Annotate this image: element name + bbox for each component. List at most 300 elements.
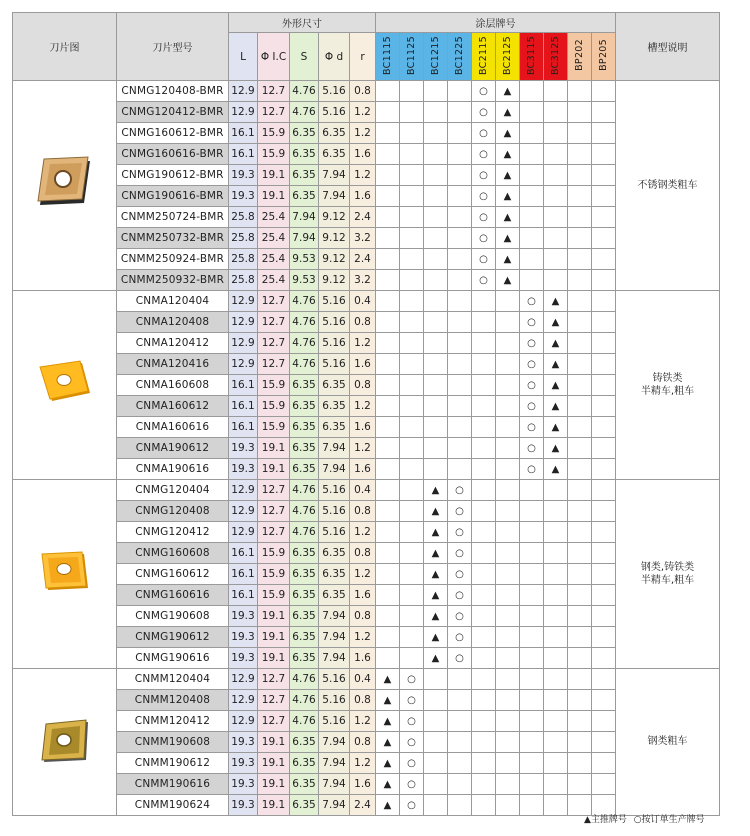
- grade-mark-cell: ▲: [496, 249, 520, 270]
- grade-mark-cell: [424, 669, 448, 690]
- dim-cell-ic: 12.7: [258, 522, 290, 543]
- grade-mark-cell: [568, 291, 592, 312]
- grade-mark-cell: [520, 144, 544, 165]
- dim-cell-s: 6.35: [290, 543, 319, 564]
- grade-mark-cell: [472, 753, 496, 774]
- grade-mark-cell: [568, 186, 592, 207]
- dim-cell-s: 6.35: [290, 627, 319, 648]
- table-row: [13, 480, 720, 501]
- groove-description-line: 不锈钢类粗车: [637, 179, 698, 191]
- grade-mark-cell: [472, 732, 496, 753]
- grade-mark-cell: [592, 711, 616, 732]
- grade-mark-cell: [448, 333, 472, 354]
- grade-mark-cell: [520, 774, 544, 795]
- model-cell: CNMM190608: [117, 732, 229, 753]
- dim-cell-s: 6.35: [290, 753, 319, 774]
- grade-mark-cell: [544, 123, 568, 144]
- grade-mark-cell: [592, 102, 616, 123]
- grade-label: BP202: [573, 39, 585, 71]
- model-cell: CNMA160616: [117, 417, 229, 438]
- cnmg-bmr-insert-icon: [32, 155, 98, 213]
- table-row: [13, 354, 720, 375]
- grade-mark-cell: [544, 795, 568, 816]
- grade-mark-cell: ○: [448, 585, 472, 606]
- grade-mark-cell: [592, 165, 616, 186]
- dim-cell-s: 4.76: [290, 522, 319, 543]
- grade-mark-cell: [448, 753, 472, 774]
- dim-cell-s: 4.76: [290, 354, 319, 375]
- table-row: [13, 648, 720, 669]
- model-cell: CNMM190612: [117, 753, 229, 774]
- table-row: [13, 186, 720, 207]
- grade-mark-cell: [496, 690, 520, 711]
- header-model: 刀片型号: [117, 13, 229, 81]
- grade-mark-cell: [592, 753, 616, 774]
- dim-cell-ic: 19.1: [258, 648, 290, 669]
- grade-mark-cell: [544, 690, 568, 711]
- grade-mark-cell: [496, 417, 520, 438]
- model-cell: CNMM120408: [117, 690, 229, 711]
- groove-description-cell: [616, 669, 720, 816]
- grade-mark-cell: [424, 270, 448, 291]
- grade-mark-cell: [568, 165, 592, 186]
- grade-label: BC1225: [453, 35, 465, 75]
- grade-mark-cell: [568, 669, 592, 690]
- grade-mark-cell: [448, 795, 472, 816]
- grade-mark-cell: [472, 606, 496, 627]
- dim-cell-d: 7.94: [319, 627, 350, 648]
- grade-mark-cell: [520, 564, 544, 585]
- dim-cell-l: 19.3: [229, 606, 258, 627]
- grade-mark-cell: [448, 438, 472, 459]
- grade-mark-cell: [472, 543, 496, 564]
- table-row: [13, 81, 720, 102]
- grade-mark-cell: [544, 165, 568, 186]
- dim-cell-r: 0.4: [350, 480, 376, 501]
- grade-mark-cell: ○: [448, 627, 472, 648]
- dim-cell-l: 25.8: [229, 249, 258, 270]
- grade-mark-cell: [592, 543, 616, 564]
- dim-cell-l: 12.9: [229, 480, 258, 501]
- dim-cell-s: 6.35: [290, 438, 319, 459]
- grade-mark-cell: [448, 375, 472, 396]
- dim-cell-s: 6.35: [290, 123, 319, 144]
- grade-mark-cell: [496, 711, 520, 732]
- grade-mark-cell: [568, 228, 592, 249]
- grade-mark-cell: [568, 711, 592, 732]
- model-cell: CNMG160612: [117, 564, 229, 585]
- dim-cell-l: 16.1: [229, 123, 258, 144]
- dim-cell-l: 19.3: [229, 438, 258, 459]
- insert-spec-table: [12, 12, 720, 816]
- model-cell: CNMM250732-BMR: [117, 228, 229, 249]
- table-row: [13, 291, 720, 312]
- grade-label: BC2115: [477, 35, 489, 75]
- dim-cell-r: 1.6: [350, 417, 376, 438]
- grade-mark-cell: [568, 480, 592, 501]
- table-row: [13, 732, 720, 753]
- model-cell: CNMA120404: [117, 291, 229, 312]
- table-row: [13, 690, 720, 711]
- grade-mark-cell: [376, 186, 400, 207]
- dim-cell-r: 1.2: [350, 396, 376, 417]
- grade-mark-cell: [400, 144, 424, 165]
- dim-cell-l: 12.9: [229, 291, 258, 312]
- grade-mark-cell: ▲: [544, 417, 568, 438]
- table-row: [13, 627, 720, 648]
- grade-mark-cell: [424, 795, 448, 816]
- dim-cell-ic: 19.1: [258, 795, 290, 816]
- dim-cell-l: 12.9: [229, 522, 258, 543]
- grade-mark-cell: [592, 606, 616, 627]
- grade-mark-cell: [496, 501, 520, 522]
- grade-mark-cell: [472, 396, 496, 417]
- grade-mark-cell: [448, 291, 472, 312]
- dim-cell-d: 5.16: [319, 501, 350, 522]
- model-cell: CNMG120408-BMR: [117, 81, 229, 102]
- grade-mark-cell: [496, 375, 520, 396]
- dim-cell-l: 19.3: [229, 732, 258, 753]
- dim-cell-ic: 19.1: [258, 165, 290, 186]
- grade-mark-cell: [376, 375, 400, 396]
- dim-cell-ic: 15.9: [258, 585, 290, 606]
- dim-cell-d: 7.94: [319, 648, 350, 669]
- grade-mark-cell: [592, 375, 616, 396]
- grade-mark-cell: [400, 375, 424, 396]
- dim-cell-s: 6.35: [290, 375, 319, 396]
- grade-mark-cell: ○: [472, 144, 496, 165]
- dim-cell-d: 6.35: [319, 585, 350, 606]
- grade-mark-cell: [568, 81, 592, 102]
- grade-mark-cell: ○: [472, 207, 496, 228]
- dim-cell-s: 6.35: [290, 165, 319, 186]
- grade-mark-cell: [592, 291, 616, 312]
- grade-mark-cell: ○: [472, 81, 496, 102]
- grade-mark-cell: ▲: [544, 375, 568, 396]
- grade-label: BC1125: [405, 35, 417, 75]
- grade-mark-cell: ▲: [376, 774, 400, 795]
- dim-cell-s: 4.76: [290, 102, 319, 123]
- grade-mark-cell: [568, 249, 592, 270]
- grade-mark-cell: [376, 648, 400, 669]
- grade-mark-cell: [496, 585, 520, 606]
- grade-mark-cell: [400, 417, 424, 438]
- dim-cell-d: 7.94: [319, 459, 350, 480]
- model-cell: CNMA160612: [117, 396, 229, 417]
- dim-cell-ic: 12.7: [258, 690, 290, 711]
- header-dimensions: 外形尺寸: [229, 13, 376, 33]
- dim-cell-l: 25.8: [229, 270, 258, 291]
- grade-mark-cell: ▲: [424, 522, 448, 543]
- grade-mark-cell: [592, 774, 616, 795]
- grade-mark-cell: ▲: [424, 627, 448, 648]
- dim-cell-r: 0.8: [350, 606, 376, 627]
- grade-mark-cell: [592, 186, 616, 207]
- grade-mark-cell: [496, 438, 520, 459]
- grade-mark-cell: [424, 375, 448, 396]
- grade-mark-cell: [568, 354, 592, 375]
- dim-cell-s: 6.35: [290, 732, 319, 753]
- dim-cell-ic: 19.1: [258, 753, 290, 774]
- grade-mark-cell: [400, 207, 424, 228]
- grade-mark-cell: ▲: [544, 333, 568, 354]
- grade-mark-cell: [472, 312, 496, 333]
- grade-mark-cell: [472, 291, 496, 312]
- dim-cell-r: 1.6: [350, 459, 376, 480]
- model-cell: CNMG120404: [117, 480, 229, 501]
- grade-mark-cell: [472, 564, 496, 585]
- grade-mark-cell: [424, 165, 448, 186]
- groove-description-line: 半精车,粗车: [640, 386, 695, 397]
- grade-mark-cell: [376, 228, 400, 249]
- dim-cell-d: 6.35: [319, 144, 350, 165]
- dim-cell-ic: 12.7: [258, 333, 290, 354]
- grade-mark-cell: [496, 396, 520, 417]
- dim-cell-r: 1.2: [350, 753, 376, 774]
- grade-mark-cell: ▲: [544, 438, 568, 459]
- grade-mark-cell: [448, 81, 472, 102]
- dim-cell-d: 7.94: [319, 774, 350, 795]
- dim-cell-r: 1.6: [350, 186, 376, 207]
- grade-label: BC3115: [525, 35, 537, 75]
- grade-mark-cell: [472, 648, 496, 669]
- dim-cell-ic: 12.7: [258, 669, 290, 690]
- grade-label: BC3125: [549, 35, 561, 75]
- grade-mark-cell: [448, 690, 472, 711]
- dim-cell-d: 7.94: [319, 732, 350, 753]
- grade-header: [592, 33, 616, 81]
- grade-mark-cell: [472, 774, 496, 795]
- grade-mark-cell: ○: [520, 438, 544, 459]
- grade-mark-cell: [544, 732, 568, 753]
- dim-cell-s: 6.35: [290, 564, 319, 585]
- grade-mark-cell: [520, 102, 544, 123]
- table-row: [13, 333, 720, 354]
- grade-mark-cell: [424, 207, 448, 228]
- grade-mark-cell: [496, 795, 520, 816]
- grade-mark-cell: [544, 249, 568, 270]
- grade-mark-cell: [520, 207, 544, 228]
- grade-mark-cell: [592, 396, 616, 417]
- table-row: [13, 711, 720, 732]
- grade-mark-cell: ○: [520, 333, 544, 354]
- grade-mark-cell: [592, 564, 616, 585]
- dim-cell-r: 0.8: [350, 501, 376, 522]
- grade-mark-cell: [472, 354, 496, 375]
- grade-mark-cell: [424, 186, 448, 207]
- dim-cell-d: 7.94: [319, 438, 350, 459]
- table-row: [13, 543, 720, 564]
- grade-mark-cell: [376, 459, 400, 480]
- grade-mark-cell: [592, 480, 616, 501]
- grade-label: BC2125: [501, 35, 513, 75]
- grade-header: [424, 33, 448, 81]
- grade-mark-cell: [592, 270, 616, 291]
- table-row: [13, 753, 720, 774]
- grade-mark-cell: ○: [520, 417, 544, 438]
- grade-mark-cell: [376, 606, 400, 627]
- grade-mark-cell: [400, 291, 424, 312]
- grade-mark-cell: [520, 669, 544, 690]
- grade-mark-cell: [568, 207, 592, 228]
- insert-picture-cell: [13, 480, 117, 669]
- model-cell: CNMM190624: [117, 795, 229, 816]
- dim-cell-l: 25.8: [229, 207, 258, 228]
- dim-cell-s: 6.35: [290, 774, 319, 795]
- dim-cell-d: 6.35: [319, 564, 350, 585]
- grade-mark-cell: [568, 417, 592, 438]
- dim-cell-ic: 25.4: [258, 249, 290, 270]
- grade-mark-cell: ▲: [496, 270, 520, 291]
- grade-header: [544, 33, 568, 81]
- table-row: [13, 564, 720, 585]
- header-description: 槽型说明: [616, 13, 720, 81]
- grade-mark-cell: [448, 669, 472, 690]
- dim-header-d: Φ d: [319, 33, 350, 81]
- model-cell: CNMA120408: [117, 312, 229, 333]
- grade-mark-cell: [448, 207, 472, 228]
- grade-mark-cell: [400, 564, 424, 585]
- grade-mark-cell: ▲: [544, 354, 568, 375]
- dim-cell-l: 12.9: [229, 690, 258, 711]
- dim-cell-ic: 15.9: [258, 543, 290, 564]
- grade-mark-cell: [400, 627, 424, 648]
- grade-mark-cell: ▲: [424, 585, 448, 606]
- grade-mark-cell: ○: [472, 186, 496, 207]
- dim-cell-ic: 12.7: [258, 291, 290, 312]
- grade-mark-cell: [544, 669, 568, 690]
- grade-mark-cell: ○: [400, 711, 424, 732]
- grade-mark-cell: [400, 165, 424, 186]
- grade-mark-cell: [472, 711, 496, 732]
- dim-cell-l: 19.3: [229, 165, 258, 186]
- dim-cell-d: 9.12: [319, 270, 350, 291]
- grade-mark-cell: [568, 753, 592, 774]
- groove-description-line: 半精车,粗车: [640, 575, 695, 586]
- grade-mark-cell: [472, 417, 496, 438]
- model-cell: CNMA190612: [117, 438, 229, 459]
- dim-cell-ic: 12.7: [258, 312, 290, 333]
- grade-mark-cell: [520, 480, 544, 501]
- grade-mark-cell: [400, 312, 424, 333]
- dim-cell-ic: 25.4: [258, 228, 290, 249]
- grade-mark-cell: [424, 333, 448, 354]
- grade-mark-cell: ○: [472, 165, 496, 186]
- grade-mark-cell: [544, 501, 568, 522]
- grade-mark-cell: [568, 606, 592, 627]
- dim-cell-ic: 12.7: [258, 102, 290, 123]
- grade-header: [448, 33, 472, 81]
- dim-cell-l: 12.9: [229, 354, 258, 375]
- grade-mark-cell: ○: [400, 732, 424, 753]
- dim-cell-l: 16.1: [229, 543, 258, 564]
- dim-cell-l: 25.8: [229, 228, 258, 249]
- grade-mark-cell: [496, 459, 520, 480]
- grade-mark-cell: [496, 354, 520, 375]
- dim-cell-r: 1.2: [350, 564, 376, 585]
- model-cell: CNMG190616-BMR: [117, 186, 229, 207]
- grade-mark-cell: [544, 102, 568, 123]
- dim-cell-l: 16.1: [229, 144, 258, 165]
- dim-cell-s: 6.35: [290, 795, 319, 816]
- grade-mark-cell: [520, 81, 544, 102]
- grade-mark-cell: [568, 459, 592, 480]
- grade-mark-cell: ○: [400, 774, 424, 795]
- model-cell: CNMA190616: [117, 459, 229, 480]
- dim-cell-r: 1.6: [350, 354, 376, 375]
- dim-cell-r: 1.6: [350, 774, 376, 795]
- grade-mark-cell: [520, 690, 544, 711]
- grade-mark-cell: ○: [520, 396, 544, 417]
- dim-cell-r: 3.2: [350, 228, 376, 249]
- grade-mark-cell: [424, 123, 448, 144]
- dim-cell-ic: 15.9: [258, 144, 290, 165]
- grade-mark-cell: [424, 396, 448, 417]
- grade-mark-cell: ▲: [424, 606, 448, 627]
- grade-mark-cell: [400, 123, 424, 144]
- grade-mark-cell: [568, 375, 592, 396]
- dim-cell-ic: 12.7: [258, 354, 290, 375]
- grade-mark-cell: [376, 270, 400, 291]
- grade-mark-cell: [400, 459, 424, 480]
- grade-mark-cell: [544, 585, 568, 606]
- grade-mark-cell: [472, 438, 496, 459]
- grade-mark-cell: [568, 438, 592, 459]
- dim-cell-ic: 25.4: [258, 207, 290, 228]
- table-row: [13, 249, 720, 270]
- grade-mark-cell: [424, 774, 448, 795]
- model-cell: CNMG190616: [117, 648, 229, 669]
- model-cell: CNMM250724-BMR: [117, 207, 229, 228]
- table-row: [13, 123, 720, 144]
- grade-mark-cell: [448, 312, 472, 333]
- grade-mark-cell: [472, 375, 496, 396]
- grade-mark-cell: [496, 522, 520, 543]
- grade-mark-cell: [520, 249, 544, 270]
- dim-cell-l: 12.9: [229, 333, 258, 354]
- grade-mark-cell: [544, 543, 568, 564]
- grade-mark-cell: [568, 522, 592, 543]
- grade-mark-cell: ▲: [424, 501, 448, 522]
- dim-header-r: r: [350, 33, 376, 81]
- grade-mark-cell: [592, 459, 616, 480]
- grade-mark-cell: [424, 438, 448, 459]
- dim-cell-r: 0.8: [350, 543, 376, 564]
- grade-mark-cell: ▲: [496, 165, 520, 186]
- dim-cell-ic: 12.7: [258, 711, 290, 732]
- grade-mark-cell: ▲: [496, 81, 520, 102]
- dim-cell-r: 2.4: [350, 249, 376, 270]
- model-cell: CNMG160612-BMR: [117, 123, 229, 144]
- legend-order-grade: ○按订单生产牌号: [633, 815, 705, 825]
- grade-mark-cell: [568, 312, 592, 333]
- grade-mark-cell: ○: [520, 354, 544, 375]
- grade-mark-cell: ○: [472, 102, 496, 123]
- dim-cell-s: 9.53: [290, 270, 319, 291]
- grade-mark-cell: [592, 501, 616, 522]
- grade-mark-cell: [472, 501, 496, 522]
- dim-cell-ic: 19.1: [258, 774, 290, 795]
- grade-mark-cell: ▲: [376, 669, 400, 690]
- grade-mark-cell: [400, 81, 424, 102]
- grade-mark-cell: [520, 522, 544, 543]
- dim-cell-d: 6.35: [319, 417, 350, 438]
- grade-mark-cell: [544, 648, 568, 669]
- dim-header-s: S: [290, 33, 319, 81]
- header-row-top: [13, 13, 720, 33]
- dim-cell-r: 1.2: [350, 438, 376, 459]
- dim-cell-s: 4.76: [290, 711, 319, 732]
